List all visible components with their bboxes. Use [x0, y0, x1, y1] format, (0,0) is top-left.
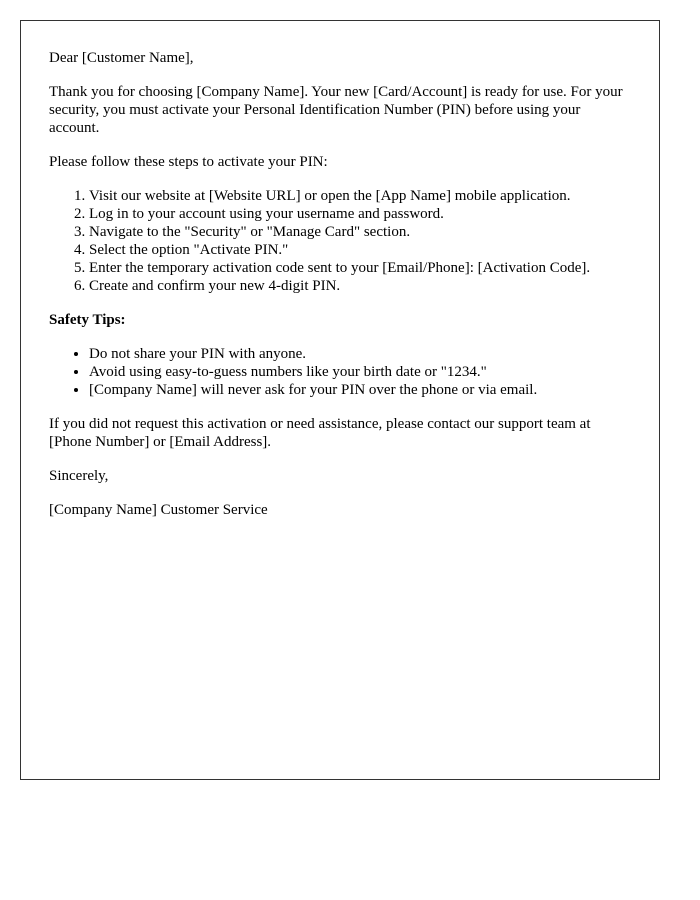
safety-tips-heading: Safety Tips:: [49, 312, 126, 328]
greeting: Dear [Customer Name],: [49, 50, 194, 66]
steps-intro: Please follow these steps to activate your PIN:: [49, 154, 328, 170]
activation-steps-list: [49, 187, 631, 295]
list-item: 5. Enter the temporary activation code sent to your [Email/Phone]: [Activation Code].: [89, 259, 631, 277]
closing: Sincerely,: [49, 468, 109, 484]
list-item: 1. Visit our website at [Website URL] or open the [App Name] mobile application.: [89, 187, 631, 205]
list-item: • Do not share your PIN with anyone.: [89, 345, 631, 363]
list-item: 2. Log in to your account using your username and password.: [89, 205, 631, 223]
intro-paragraph: Thank you for choosing [Company Name]. Your new [Card/Account] is ready for use. For your security, you must activate your Personal Identification Number (PIN) before using your account.: [49, 84, 623, 136]
list-item: • Avoid using easy-to-guess numbers like your birth date or "1234.": [89, 363, 631, 381]
letter-document: [20, 20, 660, 780]
safety-tips-list: [49, 345, 631, 399]
list-item: 4. Select the option "Activate PIN.": [89, 241, 631, 259]
list-item: 6. Create and confirm your new 4-digit PIN.: [89, 277, 631, 295]
signature: [Company Name] Customer Service: [49, 502, 268, 518]
support-paragraph: If you did not request this activation or need assistance, please contact our support team at [Phone Number] or [Email Address].: [49, 416, 591, 450]
list-item: • [Company Name] will never ask for your PIN over the phone or via email.: [89, 381, 631, 399]
list-item: 3. Navigate to the "Security" or "Manage Card" section.: [89, 223, 631, 241]
